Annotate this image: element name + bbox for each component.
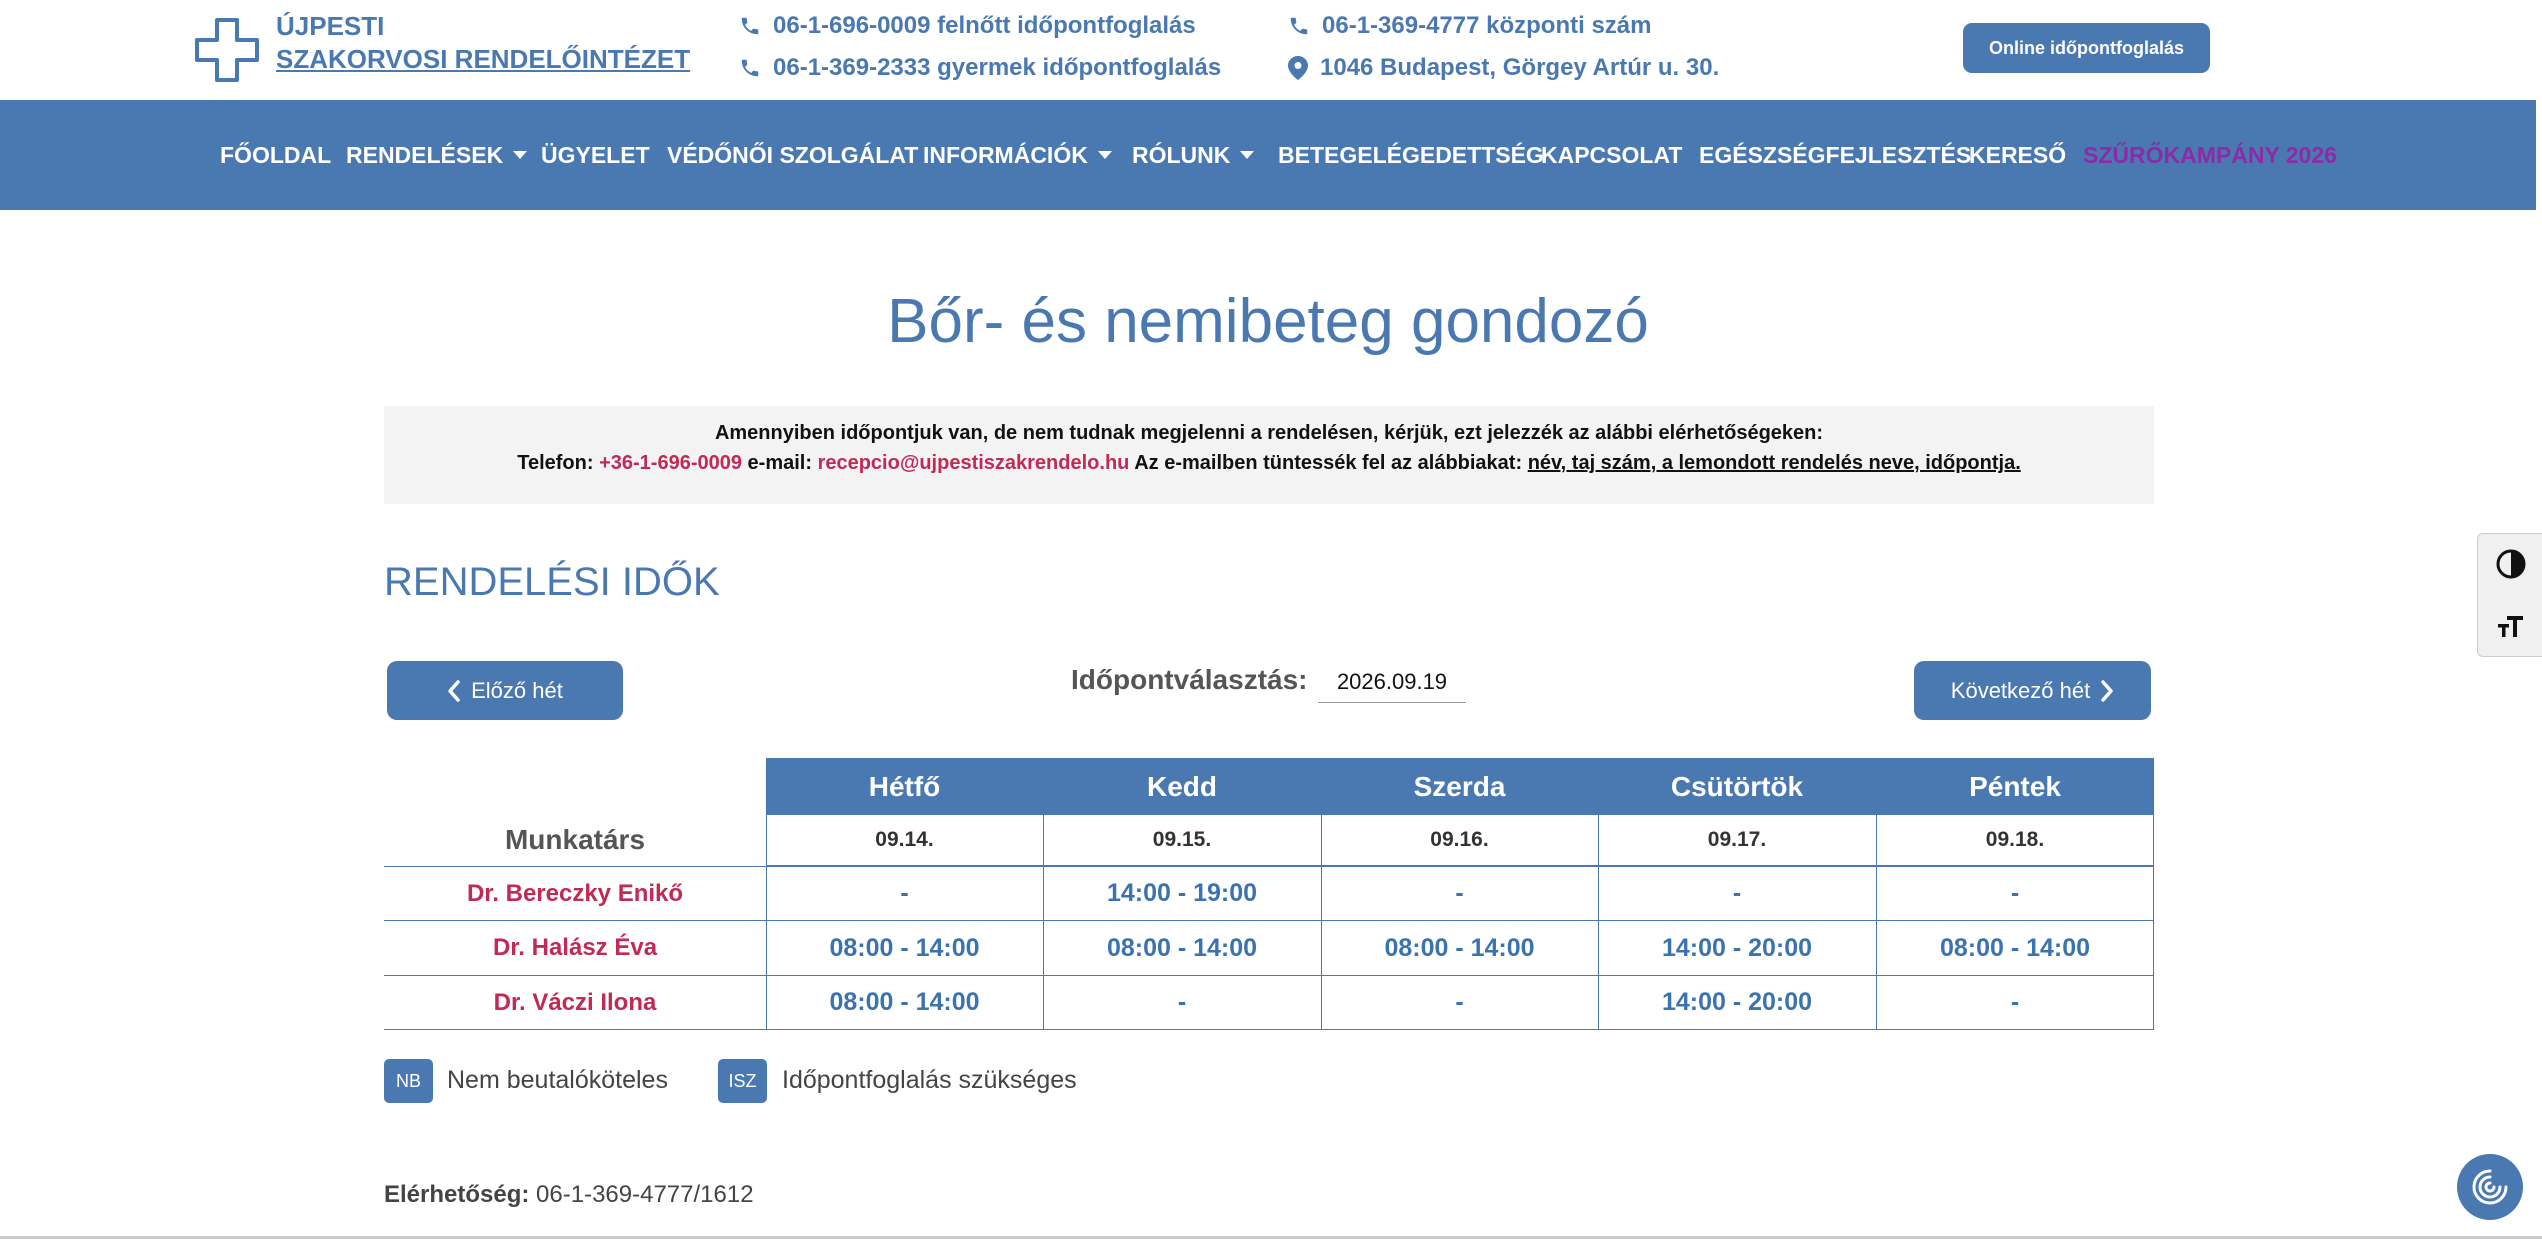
map-pin-icon xyxy=(1288,56,1308,80)
nav-item-informaciok[interactable] xyxy=(923,100,1112,210)
schedule-cell: - xyxy=(1732,879,1742,907)
next-week-label: Következő hét xyxy=(1950,677,2091,703)
nav-label: RENDELÉSEK xyxy=(346,141,504,168)
staff-column-header: Munkatárs xyxy=(504,824,646,855)
nav-item-betegelegedettseg[interactable] xyxy=(1278,100,1544,210)
nav-item-rolunk[interactable] xyxy=(1132,100,1254,210)
day-date-mon: 09.14. xyxy=(766,815,1043,866)
doctor-link-vaczi[interactable]: Dr. Váczi Ilona xyxy=(493,988,657,1016)
schedule-cell: - xyxy=(2010,988,2020,1016)
prev-week-button[interactable] xyxy=(387,661,623,720)
day-date-thu: 09.17. xyxy=(1598,815,1876,866)
schedule-cell: 14:00 - 20:00 xyxy=(1661,933,1813,962)
contrast-toggle-button[interactable] xyxy=(2478,534,2542,594)
phone-icon xyxy=(739,57,761,79)
doctor-link-bereczky[interactable]: Dr. Bereczky Enikő xyxy=(466,879,684,907)
caret-down-icon xyxy=(1098,151,1112,159)
legend-text-isz: Időpontfoglalás szükséges xyxy=(782,1066,1077,1094)
schedule-section-title: RENDELÉSI IDŐK xyxy=(384,560,720,604)
contact-label: Elérhetőség: xyxy=(384,1181,530,1208)
nav-item-egeszsegfejlesztes[interactable] xyxy=(1699,100,1971,210)
nav-item-ugyelet[interactable] xyxy=(541,100,650,210)
nav-label: RÓLUNK xyxy=(1132,141,1231,168)
address-link[interactable] xyxy=(1288,54,1719,82)
nav-item-kereso[interactable] xyxy=(1969,100,2066,210)
schedule-cell: 08:00 - 14:00 xyxy=(829,988,980,1016)
nav-label: VÉDŐNŐI SZOLGÁLAT xyxy=(667,141,919,168)
nav-label: KAPCSOLAT xyxy=(1541,141,1683,168)
notice-phone-label: Telefon: xyxy=(517,452,594,474)
address-text: 1046 Budapest, Görgey Artúr u. 30. xyxy=(1320,54,1720,81)
date-picker-label: Időpontválasztás: xyxy=(1071,664,1308,695)
page-bottom-divider xyxy=(0,1236,2542,1239)
caret-down-icon xyxy=(513,151,527,159)
text-size-icon xyxy=(2495,610,2527,642)
schedule-cell: 08:00 - 14:00 xyxy=(1106,933,1258,962)
nav-item-vedonoi[interactable] xyxy=(667,100,918,210)
phone-adult-link[interactable] xyxy=(739,12,1196,40)
notice-line1: Amennyiben időpontjuk van, de nem tudnak megjelenni a rendelésen, kérjük, ezt jelezzék az alábbi elérhetőségeken: xyxy=(714,422,1824,444)
day-header-thu: Csütörtök xyxy=(1598,758,1876,815)
nav-label: INFORMÁCIÓK xyxy=(923,141,1088,168)
nav-item-szurokampany[interactable] xyxy=(2083,100,2337,210)
nav-label: FŐOLDAL xyxy=(220,141,332,168)
legend-badge-nb: NB xyxy=(384,1059,433,1103)
nav-item-rendelesek[interactable] xyxy=(346,100,527,210)
nav-label: BETEGELÉGEDETTSÉG xyxy=(1278,141,1544,168)
doctor-link-halasz[interactable]: Dr. Halász Éva xyxy=(492,934,658,961)
schedule-cell: 14:00 - 20:00 xyxy=(1661,988,1813,1016)
notice-email-link[interactable]: recepcio@ujpestiszakrendelo.hu xyxy=(817,452,1130,474)
schedule-cell: - xyxy=(1177,988,1187,1016)
day-date-fri: 09.18. xyxy=(1876,815,2154,866)
day-date-wed: 09.16. xyxy=(1321,815,1598,866)
table-row-divider xyxy=(384,1029,2154,1030)
nav-label: SZŰRŐKAMPÁNY 2026 xyxy=(2083,141,2337,168)
schedule-cell: - xyxy=(900,879,909,907)
nav-label: EGÉSZSÉGFEJLESZTÉS xyxy=(1699,141,1972,168)
site-logo-text[interactable] xyxy=(276,10,690,76)
legend-text-nb: Nem beutalóköteles xyxy=(447,1066,668,1094)
accessibility-icon xyxy=(2468,1165,2512,1209)
date-picker-input[interactable]: 2026.09.19 xyxy=(1318,662,1466,703)
schedule-cell: - xyxy=(1455,988,1464,1016)
schedule-cell: - xyxy=(1455,879,1464,907)
contrast-icon xyxy=(2495,548,2527,580)
next-week-button[interactable] xyxy=(1914,661,2151,720)
phone-adult-text: 06-1-696-0009 felnőtt időpontfoglalás xyxy=(773,12,1196,39)
notice-email-label: e-mail: xyxy=(747,452,812,474)
schedule-cell: 08:00 - 14:00 xyxy=(1939,933,2091,962)
notice-line2 xyxy=(384,452,2154,475)
online-booking-button[interactable]: Online időpontfoglalás xyxy=(1963,23,2210,73)
schedule-cell: 08:00 - 14:00 xyxy=(1384,933,1535,962)
schedule-cell: 08:00 - 14:00 xyxy=(829,933,980,962)
day-date-tue: 09.15. xyxy=(1043,815,1321,866)
nav-item-kapcsolat[interactable] xyxy=(1541,100,1682,210)
logo-line2: SZAKORVOSI RENDELŐINTÉZET xyxy=(276,44,691,74)
contact-value: 06-1-369-4777/1612 xyxy=(536,1181,754,1208)
logo-line1: ÚJPESTI xyxy=(276,11,385,41)
day-header-mon: Hétfő xyxy=(766,758,1043,815)
nav-item-home[interactable] xyxy=(220,100,331,210)
page-title: Bőr- és nemibeteg gondozó xyxy=(887,287,1649,356)
cancellation-notice xyxy=(384,406,2154,504)
nav-label: ÜGYELET xyxy=(541,141,650,168)
phone-child-link[interactable] xyxy=(739,54,1221,82)
legend-badge-isz: ISZ xyxy=(718,1059,767,1103)
caret-down-icon xyxy=(1240,151,1254,159)
day-header-wed: Szerda xyxy=(1321,758,1598,815)
phone-central-link[interactable] xyxy=(1288,12,1651,40)
schedule-cell: 14:00 - 19:00 xyxy=(1106,879,1258,907)
day-header-fri: Péntek xyxy=(1876,758,2154,815)
notice-email-fields: név, taj szám, a lemondott rendelés neve, időpontja. xyxy=(1527,452,2021,474)
phone-central-text: 06-1-369-4777 központi szám xyxy=(1322,12,1652,39)
contact-line xyxy=(384,1181,754,1209)
notice-email-note: Az e-mailben tüntessék fel az alábbiakat: xyxy=(1134,452,1523,474)
chevron-left-icon xyxy=(447,680,461,702)
main-nav xyxy=(0,100,2536,210)
accessibility-widget-button[interactable] xyxy=(2457,1154,2523,1220)
font-size-toggle-button[interactable] xyxy=(2478,596,2542,656)
nav-label: KERESŐ xyxy=(1969,141,2067,168)
phone-child-text: 06-1-369-2333 gyermek időpontfoglalás xyxy=(773,54,1222,81)
chevron-right-icon xyxy=(2100,680,2114,702)
prev-week-label: Előző hét xyxy=(471,677,563,703)
logo-cross-icon[interactable] xyxy=(193,16,261,84)
notice-phone-link[interactable]: +36-1-696-0009 xyxy=(599,452,742,474)
phone-icon xyxy=(1288,15,1310,37)
accessibility-toolbar xyxy=(2477,533,2542,657)
day-header-tue: Kedd xyxy=(1043,758,1321,815)
schedule-cell: - xyxy=(2010,879,2020,907)
phone-icon xyxy=(739,15,761,37)
